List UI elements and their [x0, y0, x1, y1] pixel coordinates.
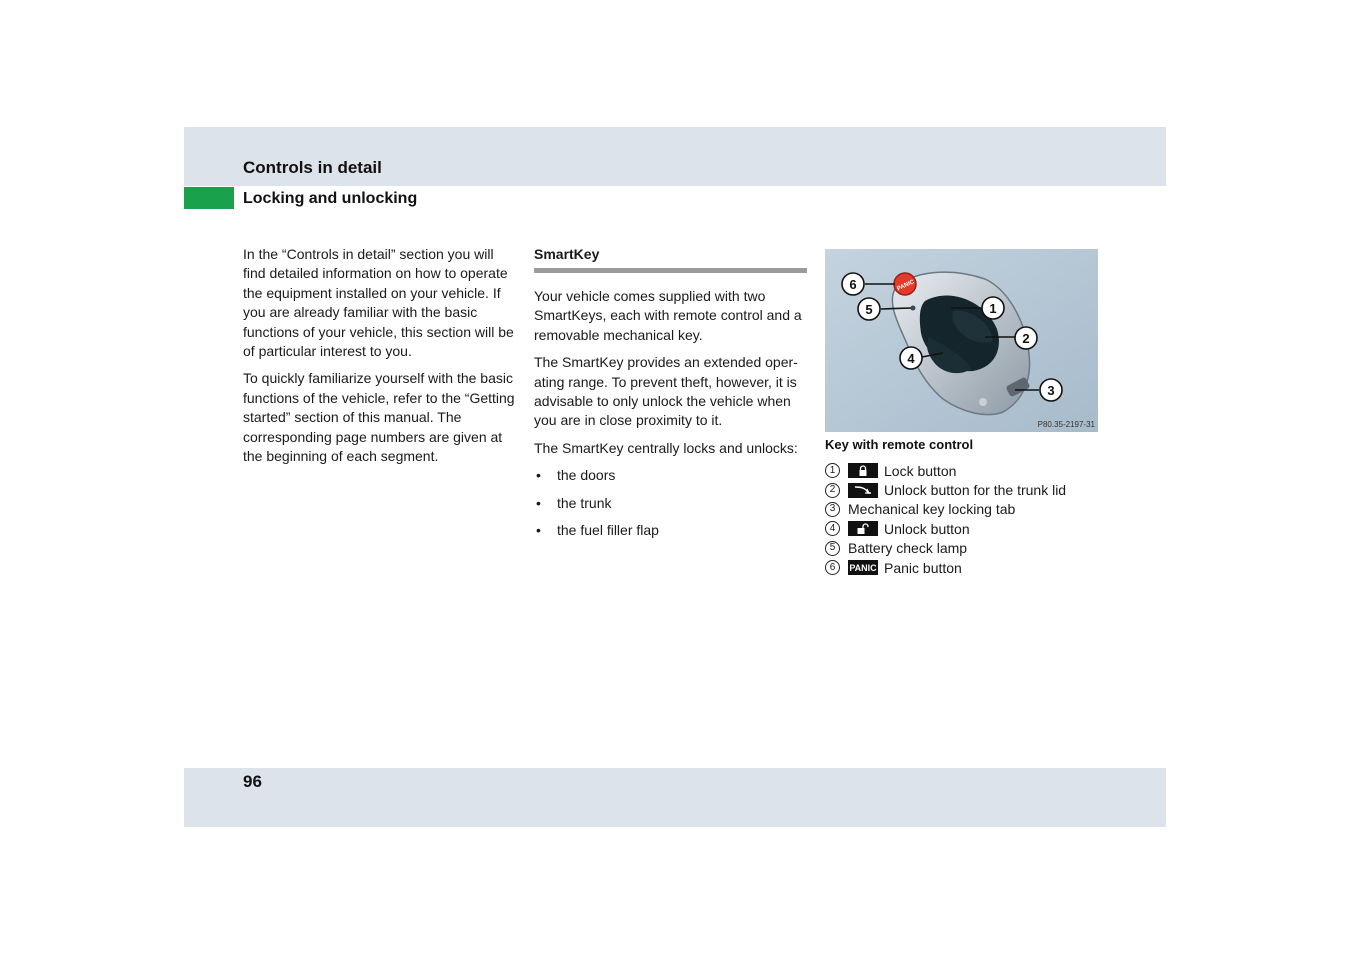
legend-label: Unlock button for the trunk lid [884, 482, 1067, 499]
legend-item [825, 500, 1125, 519]
list-item: • the trunk [534, 494, 810, 513]
legend-item [825, 539, 1125, 558]
panic-button-label: PANIC [896, 279, 916, 293]
figure-caption: Key with remote control [825, 437, 974, 452]
legend-item [825, 480, 1125, 499]
lock-closed-icon [848, 463, 878, 478]
callout-1 [982, 297, 1004, 319]
smartkey-paragraph: The SmartKey centrally locks and unlocks: [534, 439, 798, 456]
figure-legend [825, 461, 1125, 577]
callout-5 [858, 298, 880, 320]
smartkey-paragraph: Your vehicle comes supplied with two SmartKeys, each with remote control and a removable mechanical key. [534, 288, 802, 343]
intro-paragraph: To quickly familiarize yourself with the basic functions of the vehicle, refer to the “Getting started” section of this manual. The corresponding page numbers are given at the beginning of each segment. [243, 370, 515, 465]
subsection-title: Locking and unlocking [243, 190, 418, 207]
callout-4 [900, 347, 922, 369]
svg-text:2: 2 [1022, 331, 1030, 346]
heading-rule [534, 268, 807, 273]
legend-number: 2 [825, 483, 840, 498]
callout-2 [1015, 327, 1037, 349]
photo-code: P80.35-2197-31 [1037, 420, 1095, 429]
smartkey-heading: SmartKey [534, 246, 600, 262]
list-item: • the fuel filler flap [534, 521, 810, 540]
section-marker-tab [184, 187, 234, 209]
svg-text:6: 6 [849, 277, 857, 292]
legend-number: 1 [825, 463, 840, 478]
callout-6 [842, 273, 864, 295]
panic-icon: PANIC [848, 560, 878, 575]
callout-3 [1040, 379, 1062, 401]
page-number: 96 [243, 772, 262, 791]
smartkey-column [534, 245, 810, 548]
legend-label: Unlock button [884, 520, 970, 537]
smartkey-paragraph: The SmartKey provides an extended operating range. To prevent theft, however, it is advisable to only unlock the vehicle when you are in close proximity to it. [534, 354, 798, 429]
legend-number: 6 [825, 560, 840, 575]
battery-check-lamp [911, 306, 916, 311]
legend-number: 3 [825, 502, 840, 517]
list-item: • the doors [534, 466, 810, 485]
lock-open-icon [848, 521, 878, 536]
svg-text:3: 3 [1047, 383, 1055, 398]
footer-band [184, 768, 1166, 827]
svg-text:1: 1 [989, 301, 997, 316]
svg-text:4: 4 [907, 351, 915, 366]
legend-number: 5 [825, 541, 840, 556]
legend-number: 4 [825, 521, 840, 536]
section-title: Controls in detail [243, 158, 382, 177]
legend-item [825, 519, 1125, 538]
intro-column [243, 245, 515, 474]
legend-label: Battery check lamp [848, 540, 968, 557]
trunk-icon [848, 483, 878, 498]
legend-label: Panic button [884, 559, 962, 576]
legend-item [825, 461, 1125, 480]
svg-text:5: 5 [865, 302, 873, 317]
intro-paragraph: In the “Controls in detail” section you will find detailed information on how to operate the equipment installed on your vehicle. If you are already familiar with the basic functions of your vehicle, this section will be of particular interest to you. [243, 246, 514, 360]
legend-item [825, 558, 1125, 577]
lock-targets-list [534, 466, 810, 540]
legend-label: Lock button [884, 462, 957, 479]
legend-label: Mechanical key locking tab [848, 501, 1016, 518]
smartkey-photo [825, 249, 1098, 432]
